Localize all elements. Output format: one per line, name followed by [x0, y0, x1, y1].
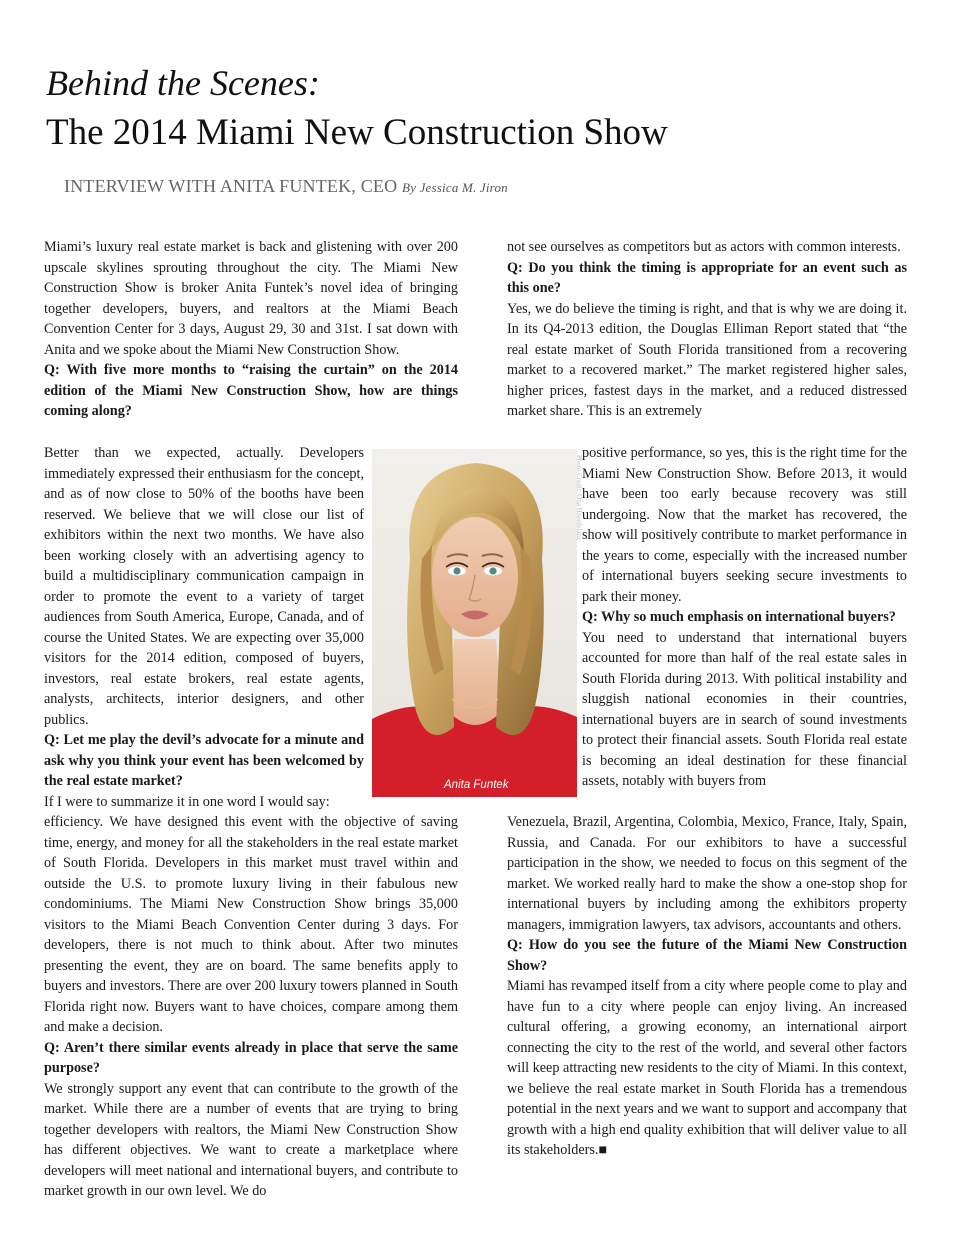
byline: By Jessica M. Jiron	[402, 180, 508, 195]
question-3: Q: Aren’t there similar events already in place that serve the same purpose?	[44, 1039, 458, 1076]
left-column-bottom	[44, 812, 458, 1202]
answer-4-top: Yes, we do believe the timing is right, and that is why we are doing it. In its Q4-2013 edition, the Douglas Elliman Report stated that “the real estate market of South Florida transitioned from a recovering market to a recovered market.” The market registered higher sales, higher prices, fastest days in the market, and a reduced distressed market share. This is an extremely	[507, 300, 907, 419]
photo-credit: Photo Credit: Ona Hoenfelanz	[575, 455, 583, 540]
answer-5-narrow: You need to understand that international buyers accounted for more than half of the real estate sales in South Florida during 2013. With political instability and sluggish national economies in their countries, international buyers are in search of sound investments to protect their financial assets. South Florida real estate is becoming an ideal destination for these financial assets, notably with buyers from	[582, 629, 907, 789]
portrait-photo	[372, 449, 583, 797]
question-5: Q: Why so much emphasis on international buyers?	[582, 609, 896, 625]
answer-6	[507, 976, 907, 1161]
article-title: The 2014 Miami New Construction Show	[46, 112, 668, 153]
left-column-wrap	[44, 443, 364, 812]
left-column-top	[44, 237, 458, 422]
right-column-top	[507, 237, 907, 422]
portrait-illustration	[372, 449, 577, 797]
interview-line: INTERVIEW WITH ANITA FUNTEK, CEO	[64, 176, 398, 196]
continued-paragraph: not see ourselves as competitors but as actors with common interests.	[507, 239, 901, 255]
answer-1: Better than we expected, actually. Developers immediately expressed their enthusiasm for the concept, and as of now close to 50% of the booths have been reserved. We believe that we will close our list of exhibitors within the next two months. We have also been working closely with an advertising agency to build a multidisciplinary communication campaign in order to promote the event to a variety of target audiences from South America, Europe, Canada, and of course the United States. We are expecting over 35,000 visitors for the 2014 edition, composed of buyers, investors, real estate brokers, real estate agents, analysts, architects, interior designers, and other publics.	[44, 445, 364, 728]
end-mark: ■	[598, 1142, 607, 1158]
answer-3: We strongly support any event that can contribute to the growth of the market. While there are a number of events that are trying to bring together developers with realtors, the Miami New Construction Show has different objectives. We want to create a marketplace where developers will meet national and international buyers, and contribute to market growth in our own level. We do	[44, 1080, 458, 1199]
answer-5: Venezuela, Brazil, Argentina, Colombia, Mexico, France, Italy, Spain, Russia, and Canada. For our exhibitors to have a successful participation in the show, we needed to focus on this segment of the market. We worked really hard to make the show a one-stop shop for international buyers by including among the exhibitors property managers, immigration lawyers, tax advisors, accountants and others.	[507, 814, 907, 933]
answer-2-first-line: If I were to summarize it in one word I would say:	[44, 793, 330, 810]
intro-paragraph: Miami’s luxury real estate market is back and glistening with over 200 upscale skylines sprouting throughout the city. The Miami New Construction Show is broker Anita Funtek’s novel idea of bringing together developers, buyers, and realtors at the Miami Beach Convention Center for 3 days, August 29, 30 and 31st. I sat down with Anita and we spoke about the Miami New Construction Show.	[44, 239, 458, 358]
question-6: Q: How do you see the future of the Miami New Construction Show?	[507, 937, 907, 974]
question-4: Q: Do you think the timing is appropriate for an event such as this one?	[507, 259, 907, 296]
article-kicker: Behind the Scenes:	[46, 63, 320, 103]
answer-6-text: Miami has revamped itself from a city where people come to play and have fun to a city where people can enjoy living. An increased cultural offering, a growing economy, an international airport connecting the city to the rest of the world, and several other factors will keep attracting new residents to the city of Miami. In this context, we believe the real estate market in South Florida has a tremendous potential in the next years and we want to support and accompany that growth with a high end quality exhibition that will deliver value to all its stakeholders.	[507, 978, 907, 1158]
article-subtitle	[64, 176, 508, 197]
question-1: Q: With five more months to “raising the curtain” on the 2014 edition of the Miami New Construction Show, how are things coming along?	[44, 362, 458, 419]
question-2: Q: Let me play the devil’s advocate for a minute and ask why you think your event has been welcomed by the real estate market?	[44, 732, 364, 789]
right-column-bottom	[507, 812, 907, 1161]
answer-4: positive performance, so yes, this is the right time for the Miami New Construction Show. Before 2013, it would have been too early because recovery was still undergoing. Now that the market has recovered, the show will positively contribute to market performance in the years to come, especially with the increased number of international buyers seeking secure investments to park their money.	[582, 445, 907, 605]
photo-caption: Anita Funtek	[444, 779, 509, 791]
right-column-wrap	[582, 443, 907, 792]
answer-2: efficiency. We have designed this event with the objective of saving time, energy, and money for all the stakeholders in the real estate market of South Florida. Developers in this market must travel within and outside the U.S. to promote luxury living in their fabulous new condominiums. The Miami New Construction Show brings 35,000 visitors to the Miami Beach Convention Center during 3 days. For developers, there is not much to think about. After two minutes presenting the event, they are on board. The same benefits apply to buyers and investors. There are over 200 luxury towers planned in South Florida right now. Buyers want to have choices, compare among them and make a decision.	[44, 814, 458, 1035]
